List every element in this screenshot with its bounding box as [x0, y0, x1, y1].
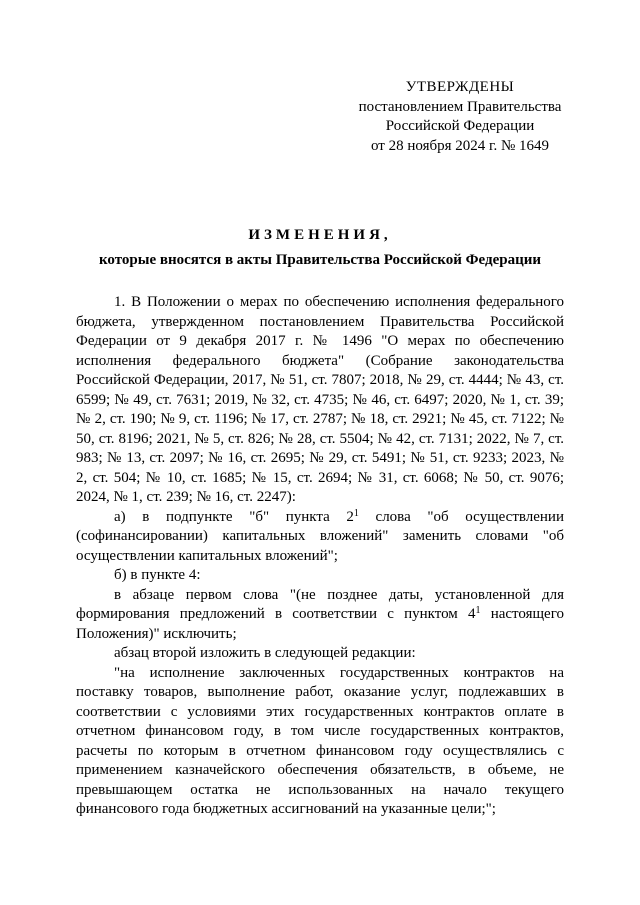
approval-line-3: от 28 ноября 2024 г. № 1649 — [370, 137, 550, 154]
paragraph-3: б) в пункте 4: — [114, 567, 201, 583]
document-subtitle: которые вносятся в акты Правительства Российской Федерации — [98, 252, 542, 268]
paragraph-4-text-a: в абзаце первом слова "(не позднее даты, установленной для формирования предложений в соответствии с пунктом 4 — [76, 586, 564, 622]
paragraph-2 — [76, 508, 564, 567]
superscript-index: 1 — [353, 507, 359, 519]
paragraph-4-text-b: настоящего Положения)" исключить; — [76, 606, 564, 642]
document-title: ИЗМЕНЕНИЯ, — [248, 227, 392, 243]
paragraph-1: 1. В Положении о мерах по обеспечению исполнения федерального бюджета, утвержденном постановлением Правительства Российской Федерации от 9 декабря 2017 г. № 1496 "О мерах по обеспечению исполнения федерального бюджета" (Собрание законодательства Российской Федерации, 2017, № 51, ст. 7807; 2018, № 29, ст. 4444; № 43, ст. 6599; № 49, ст. 7631; 2019, № 32, ст. 4735; № 46, ст. 6497; 2020, № 1, ст. 39; № 2, ст. 190; № 9, ст. 1196; № 17, ст. 2787; № 18, ст. 2921; № 45, ст. 7122; № 50, ст. 8196; 2021, № 5, ст. 826; № 28, ст. 5504; № 42, ст. 7131; 2022, № 7, ст. 983; № 13, ст. 2097; № 16, ст. 2695; № 29, ст. 5491; № 51, ст. 9233; 2023, № 2, ст. 504; № 10, ст. 1685; № 15, ст. 2694; № 31, ст. 6068; № 50, ст. 9076; 2024, № 1, ст. 239; № 16, ст. 2247): — [76, 294, 564, 505]
document-body — [76, 293, 564, 820]
paragraph-2-text-a: а) в подпункте "б" пункта 2 — [114, 508, 354, 525]
approval-heading: УТВЕРЖДЕНЫ — [405, 79, 515, 95]
approval-line-2: Российской Федерации — [385, 118, 535, 134]
approval-line-1: постановлением Правительства — [358, 98, 562, 115]
paragraph-5: абзац второй изложить в следующей редакции: — [114, 645, 416, 661]
superscript-index: 1 — [475, 605, 481, 616]
paragraph-4 — [76, 586, 564, 645]
approval-block — [340, 78, 580, 156]
paragraph-2-text-b: слова "об осуществлении (софинансировании) капитальных вложений" заменить словами "об осуществлении капитальных вложений"; — [76, 508, 564, 564]
paragraph-6: "на исполнение заключенных государственных контрактов на поставку товаров, выполнение работ, оказание услуг, подлежавших в соответствии с условиями этих государственных контрактов оплате в отчетном финансовом году, в том числе государственных контрактов, расчеты по которым в отчетном финансовом году осуществлялись с применением казначейского обеспечения обязательств, в объеме, не превышающем остатка не использованных на начало текущего финансового года бюджетных ассигнований на указанные цели;"; — [76, 664, 564, 817]
